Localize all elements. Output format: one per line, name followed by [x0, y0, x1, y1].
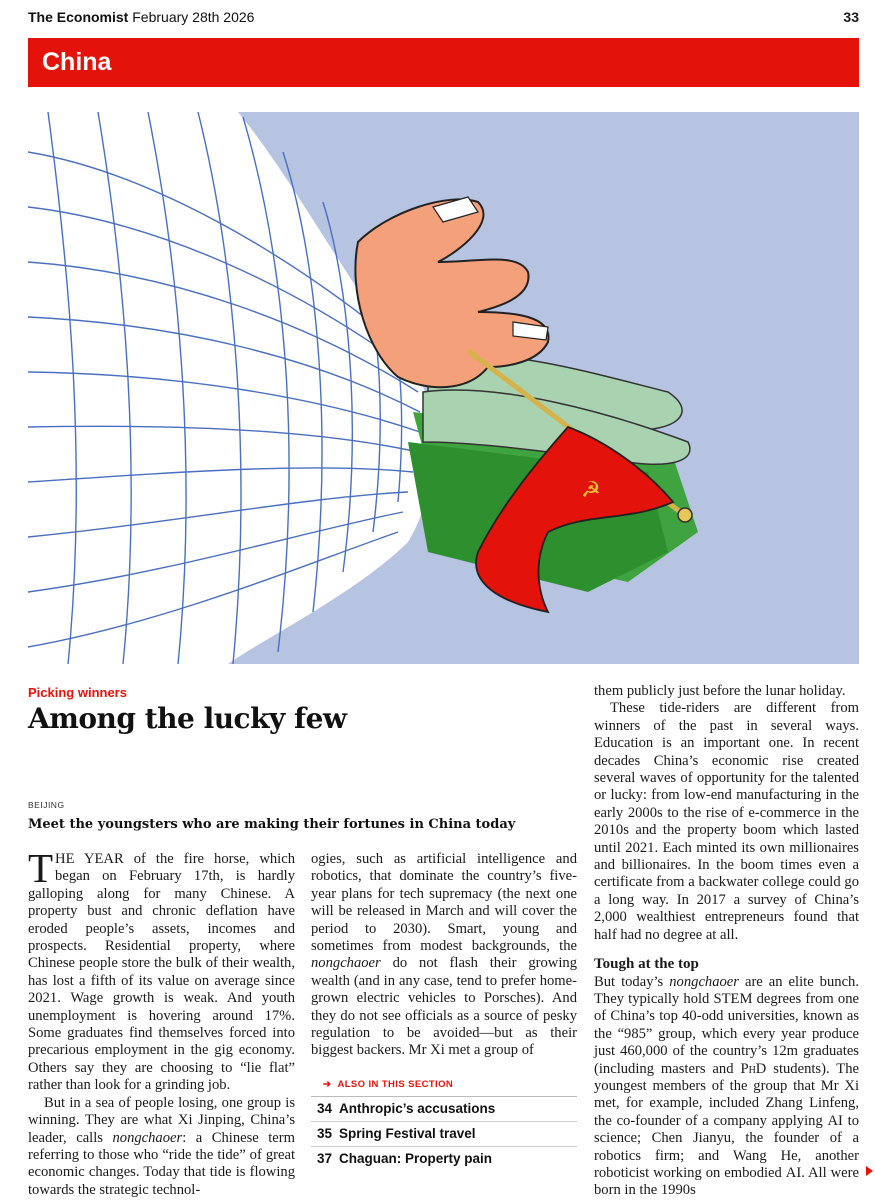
article-column-3: [594, 683, 859, 1200]
paragraph-text: do not flash their growing wealth (and in any case, tend to prefer home-grown electric vehicles to Porsches). And they do not see officials as a source of pesky regulation to be avoided—but as their biggest backers. Mr Xi met a group of: [311, 955, 577, 1059]
paragraph: [28, 1095, 295, 1199]
also-item-title: Spring Festival travel: [339, 1126, 476, 1141]
also-heading-text: ALSO IN THIS SECTION: [337, 1079, 454, 1090]
fly-title: Picking winners: [28, 685, 127, 700]
also-item-page: 37: [317, 1151, 333, 1166]
also-item-page: 34: [317, 1101, 333, 1116]
also-item-link[interactable]: [311, 1097, 577, 1122]
paragraph: These tide-riders are different from winners of the past in several ways. Education is an important one. In recent decades China’s economic rise created several waves of opportunity for the talented or lucky: from low-end manufacturing in the early 2000s to the rise of e-commerce in the 2010s and the property boom which lasted until 2021. Each minted its own millionaires and billionaires. In the boom times even a certificate from a backwater college could go a long way. In 2017 a survey of China’s 2,000 wealthiest entrepreneurs found that half had no degree at all.: [594, 700, 859, 943]
issue-date: February 28th 2026: [132, 9, 255, 25]
article-column-1: [28, 845, 295, 1199]
paragraph-text: . All were born in the 1990s: [594, 1164, 859, 1199]
rubric: Meet the youngsters who are making their fortunes in China today: [28, 817, 516, 832]
also-item-title: Chaguan: Property pain: [339, 1151, 493, 1166]
masthead: [28, 9, 254, 25]
paragraph-text: students). The youngest members of the group that Mr Xi met, for example, included Zhang Linfeng, the co-founder of a company applying: [594, 1060, 859, 1129]
acronym: PhD: [740, 1060, 767, 1077]
hand-grabbing-cash-illustration: [28, 112, 859, 664]
paragraph: them publicly just before the lunar holiday.: [594, 683, 846, 699]
headline: Among the lucky few: [28, 702, 347, 735]
paragraph-text: But today’s: [594, 973, 670, 990]
article-column-2: [311, 851, 577, 1060]
section-bar: [28, 38, 859, 87]
subheading: Tough at the top: [594, 956, 699, 973]
paragraph-text: degrees from one of China’s top 40-odd universities, known as the “985” group, which every year produce just 460,000 of the country’s 12m graduates (including masters and: [594, 990, 859, 1077]
dateline: BEIJING: [28, 800, 65, 810]
drop-cap: T: [28, 845, 54, 891]
paragraph-text: But in a sea of people losing, one group is winning. They are what Xi Jinping, China’s leader, calls: [28, 1094, 295, 1146]
page-number: 33: [843, 9, 859, 25]
paragraph-text: of the fire horse, which began on February 17th, is hardly galloping along for many Chinese. A property bust and chronic deflation have eroded people’s assets, incomes and prospects. Residential property, where Chinese people store the bulk of their wealth, has lost a fifth of its value on average since 2021. Wage growth is weak. And youth unemployment is hovering around 17%. Some graduates find themselves forced into precarious employment in the gig economy. Others say they are choosing to “lie flat” rather than look for a grinding job.: [28, 851, 295, 1094]
paragraph-text: : a Chinese term referring to those who “ride the tide” of great economic changes. Today that tide is flowing towards the strategic technol-: [28, 1129, 295, 1198]
publication-name: The Economist: [28, 9, 129, 25]
paragraph: [28, 845, 295, 1095]
article-illustration: [28, 112, 859, 664]
paragraph-text: to science; Chen Jianyu, the founder of a robotics firm; and Wang He, another roboticist working on embodied: [594, 1112, 859, 1181]
also-item-link[interactable]: [311, 1122, 577, 1147]
italic-term: nongchaoer: [311, 955, 381, 972]
also-in-section-heading: [311, 1079, 577, 1097]
paragraph: [311, 851, 577, 1060]
italic-term: nongchaoer: [112, 1129, 183, 1146]
acronym: STEM: [713, 990, 753, 1007]
acronym: AI: [827, 1112, 843, 1129]
also-item-page: 35: [317, 1126, 333, 1141]
arrow-right-icon: ➔: [323, 1079, 338, 1090]
section-title: China: [42, 48, 112, 76]
hammer-sickle-icon: ☭: [581, 478, 601, 503]
acronym: AI: [785, 1164, 802, 1181]
also-item-link[interactable]: [311, 1147, 577, 1171]
lead-in: HE YEAR: [55, 851, 124, 867]
italic-term: nongchaoer: [669, 973, 739, 990]
continue-arrow-icon[interactable]: [866, 1166, 873, 1176]
also-in-this-section: [311, 1079, 577, 1171]
also-item-title: Anthropic’s accusations: [339, 1101, 496, 1116]
paragraph: [594, 974, 859, 1200]
paragraph-text: ogies, such as artificial intelligence and robotics, that dominate the country’s five-year plans for tech supremacy (the next one will be released in March and will cover the period to 2030). Smart, young and sometimes from modest backgrounds, the: [311, 851, 577, 955]
paragraph-text: are an elite bunch. They typically hold: [594, 973, 859, 1007]
